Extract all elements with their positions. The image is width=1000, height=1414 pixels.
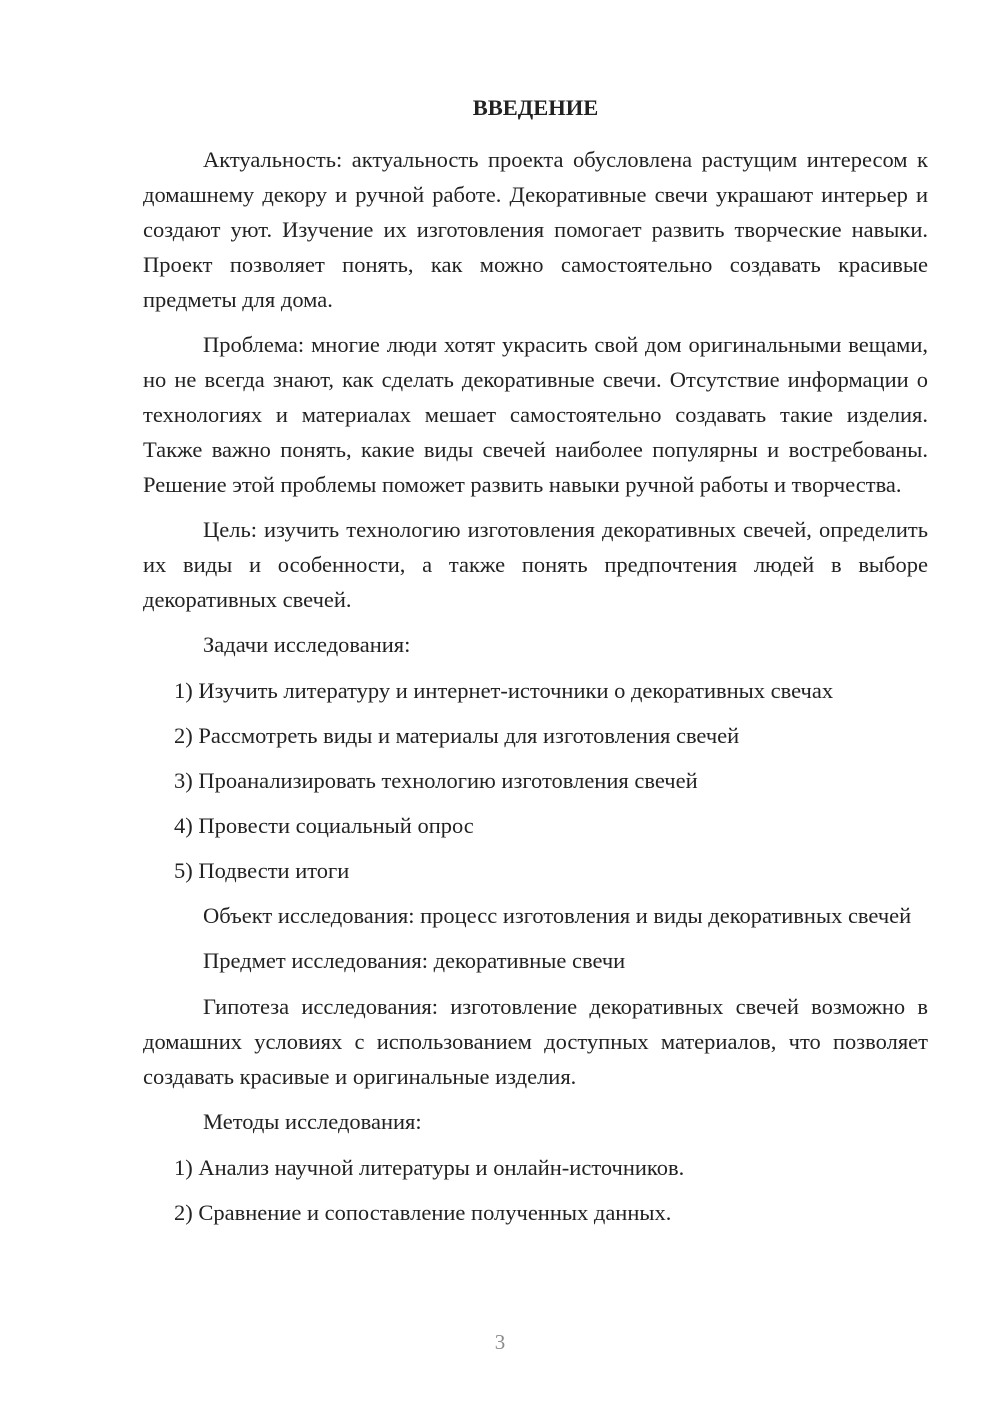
actuality-paragraph: Актуальность: актуальность проекта обусловлена растущим интересом к домашнему декору и ручной работе. Декоративные свечи украшают интерьер и создают уют. Изучение их изготовления помогает развить творческие навыки. Проект позволяет понять, как можно самостоятельно создавать красивые предметы для дома. xyxy=(143,147,928,312)
task-item-5: 5) Подвести итоги xyxy=(174,858,350,883)
document-page xyxy=(143,92,928,1240)
task-item-4: 4) Провести социальный опрос xyxy=(174,813,474,838)
method-item-1: 1) Анализ научной литературы и онлайн-источников. xyxy=(174,1155,685,1180)
goal-paragraph: Цель: изучить технологию изготовления декоративных свечей, определить их виды и особенности, а также понять предпочтения людей в выборе декоративных свечей. xyxy=(143,517,928,612)
task-item-3: 3) Проанализировать технологию изготовления свечей xyxy=(174,768,698,793)
subject-paragraph: Предмет исследования: декоративные свечи xyxy=(203,948,626,973)
tasks-heading: Задачи исследования: xyxy=(203,632,411,657)
method-item-2: 2) Сравнение и сопоставление полученных данных. xyxy=(174,1200,672,1225)
methods-heading: Методы исследования: xyxy=(203,1109,422,1134)
task-item-2: 2) Рассмотреть виды и материалы для изготовления свечей xyxy=(174,723,740,748)
task-item-1: 1) Изучить литературу и интернет-источники о декоративных свечах xyxy=(174,678,834,703)
problem-paragraph: Проблема: многие люди хотят украсить свой дом оригинальными вещами, но не всегда знают, как сделать декоративные свечи. Отсутствие информации о технологиях и материалах мешает самостоятельно создавать такие изделия. Также важно понять, какие виды свечей наиболее популярны и востребованы. Решение этой проблемы поможет развить навыки ручной работы и творчества. xyxy=(143,332,928,497)
section-title: ВВЕДЕНИЕ xyxy=(472,95,599,120)
object-paragraph: Объект исследования: процесс изготовления и виды декоративных свечей xyxy=(203,903,912,928)
page-number: 3 xyxy=(494,1330,506,1354)
hypothesis-paragraph: Гипотеза исследования: изготовление декоративных свечей возможно в домашних условиях с использованием доступных материалов, что позволяет создавать красивые и оригинальные изделия. xyxy=(143,994,928,1089)
